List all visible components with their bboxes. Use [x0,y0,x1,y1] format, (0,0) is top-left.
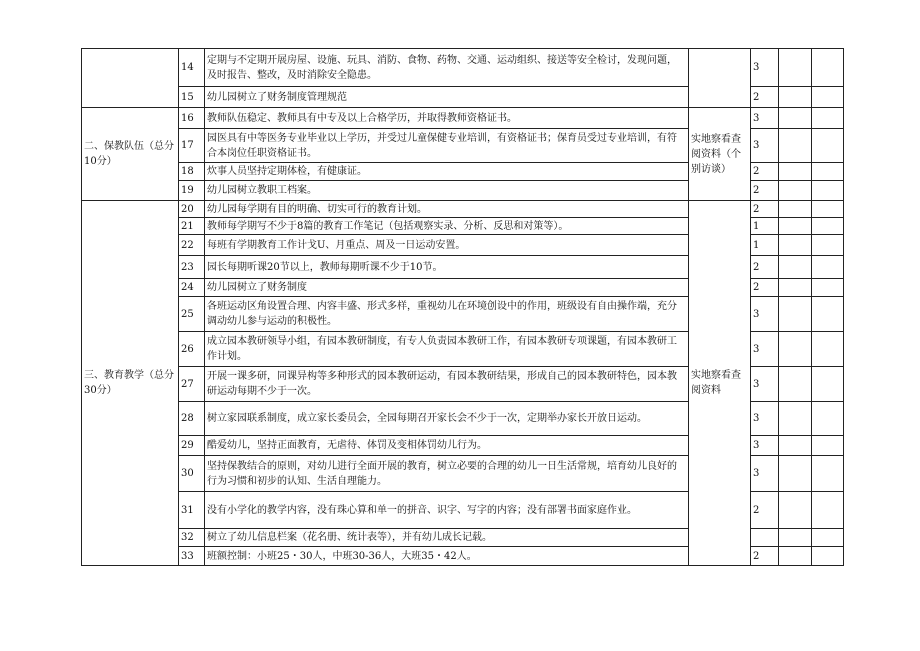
item-number: 22 [179,235,205,256]
item-number: 20 [179,201,205,218]
item-score: 1 [751,235,779,256]
empty-cell [812,87,844,108]
item-number: 14 [179,49,205,87]
empty-cell [779,49,812,87]
item-score: 2 [751,87,779,108]
empty-cell [812,201,844,218]
item-number: 23 [179,256,205,279]
category-cell-blank [82,49,179,108]
item-text: 幼儿园每学期有目的明确、切实可行的教育计划。 [205,201,689,218]
item-score: 3 [751,436,779,456]
item-score: 2 [751,279,779,297]
empty-cell [779,456,812,492]
table-row [82,108,844,129]
empty-cell [812,163,844,181]
empty-cell [779,218,812,235]
empty-cell [812,529,844,547]
empty-cell [779,297,812,332]
item-number: 31 [179,492,205,529]
method-staff: 实地察看查阅资料（个别访谈） [689,108,751,201]
item-number: 28 [179,402,205,436]
empty-cell [779,201,812,218]
item-score: 3 [751,129,779,163]
method-cell-blank [689,49,751,108]
item-number: 17 [179,129,205,163]
empty-cell [812,456,844,492]
method-teaching: 实地察看查阅资料 [689,201,751,566]
table-row [82,49,844,87]
item-score: 2 [751,201,779,218]
item-text: 园医具有中等医务专业毕业以上学历，并受过儿童保健专业培训，有资格证书；保育员受过专业培训，有符合本岗位任职资格证书。 [205,129,689,163]
empty-cell [779,108,812,129]
empty-cell [812,218,844,235]
empty-cell [779,279,812,297]
empty-cell [812,436,844,456]
item-score [751,529,779,547]
item-score: 1 [751,218,779,235]
item-score: 3 [751,456,779,492]
item-text: 坚持保教结合的原则，对幼儿进行全面开展的教育，树立必要的合理的幼儿一日生活常规，培育幼儿良好的行为习惯和初步的认知、生活自理能力。 [205,456,689,492]
empty-cell [779,529,812,547]
empty-cell [779,87,812,108]
item-score: 3 [751,367,779,402]
empty-cell [779,402,812,436]
empty-cell [812,367,844,402]
item-text: 树立了幼儿信息栏案（花名册、统计表等），并有幼儿成长记载。 [205,529,689,547]
item-text: 幼儿园树立了财务制度 [205,279,689,297]
item-score: 2 [751,181,779,201]
item-number: 19 [179,181,205,201]
item-text: 定期与不定期开展房屋、设施、玩具、消防、食物、药物、交通、运动组织、接送等安全检讨，发现问题，及时报告、整改，及时消除安全隐患。 [205,49,689,87]
empty-cell [812,108,844,129]
item-number: 21 [179,218,205,235]
item-score: 3 [751,332,779,367]
empty-cell [779,256,812,279]
empty-cell [812,256,844,279]
item-text: 开展一课多研，同课异构等多种形式的园本教研运动，有园本教研结果，形成自己的园本教研特色，园本教研运动每期不少于一次。 [205,367,689,402]
empty-cell [779,181,812,201]
item-score: 2 [751,547,779,566]
item-text: 班额控制：小班25・30人，中班30-36人，大班35・42人。 [205,547,689,566]
item-text: 教师队伍稳定、教师具有中专及以上合格学历，并取得教师资格证书。 [205,108,689,129]
item-number: 26 [179,332,205,367]
empty-cell [812,492,844,529]
category-teaching: 三、教育教学（总分30分） [82,201,179,566]
empty-cell [812,402,844,436]
category-staff: 二、保教队伍（总分10分） [82,108,179,201]
empty-cell [812,332,844,367]
item-text: 没有小学化的教学内容，没有珠心算和单一的拼音、识字、写字的内容；没有部署书面家庭作业。 [205,492,689,529]
empty-cell [812,297,844,332]
item-number: 18 [179,163,205,181]
empty-cell [779,492,812,529]
item-number: 32 [179,529,205,547]
item-number: 25 [179,297,205,332]
empty-cell [779,332,812,367]
item-text: 教师每学期写不少于8篇的教育工作笔记（包括观察实录、分析、反思和对策等）。 [205,218,689,235]
item-number: 16 [179,108,205,129]
item-number: 30 [179,456,205,492]
empty-cell [779,367,812,402]
table-row [82,201,844,218]
empty-cell [779,436,812,456]
empty-cell [812,129,844,163]
item-text: 每班有学期教育工作计戈U、月重点、周及一日运动安置。 [205,235,689,256]
item-text: 炊事人员坚持定期体检，有健康证。 [205,163,689,181]
item-text: 树立家园联系制度，成立家长委员会，全园每期召开家长会不少于一次，定期举办家长开放日运动。 [205,402,689,436]
item-number: 27 [179,367,205,402]
empty-cell [812,279,844,297]
item-text: 幼儿园树立教职工档案。 [205,181,689,201]
empty-cell [812,235,844,256]
empty-cell [779,129,812,163]
item-score: 3 [751,402,779,436]
empty-cell [812,49,844,87]
item-number: 15 [179,87,205,108]
empty-cell [779,547,812,566]
item-score: 2 [751,256,779,279]
item-score: 3 [751,297,779,332]
item-text: 园长每期听课20节以上，教师每期听课不少于10节。 [205,256,689,279]
item-text: 成立园本教研领导小组，有园本教研制度，有专人负责园本教研工作，有园本教研专项课题，有园本教研工作计划。 [205,332,689,367]
evaluation-table [81,48,844,566]
item-text: 各班运动区角设置合理、内容丰盛、形式多样，重视幼儿在环境创设中的作用，班级设有自由操作端，充分调动幼儿参与运动的积极性。 [205,297,689,332]
empty-cell [812,181,844,201]
item-score: 3 [751,49,779,87]
item-text: 幼儿园树立了财务制度管理规范 [205,87,689,108]
empty-cell [779,235,812,256]
item-score: 2 [751,163,779,181]
item-text: 酷爱幼儿，坚持正面教育，无虐待、体罚及变相体罚幼儿行为。 [205,436,689,456]
empty-cell [779,163,812,181]
empty-cell [812,547,844,566]
item-score: 2 [751,492,779,529]
item-number: 29 [179,436,205,456]
item-number: 24 [179,279,205,297]
item-number: 33 [179,547,205,566]
item-score: 3 [751,108,779,129]
